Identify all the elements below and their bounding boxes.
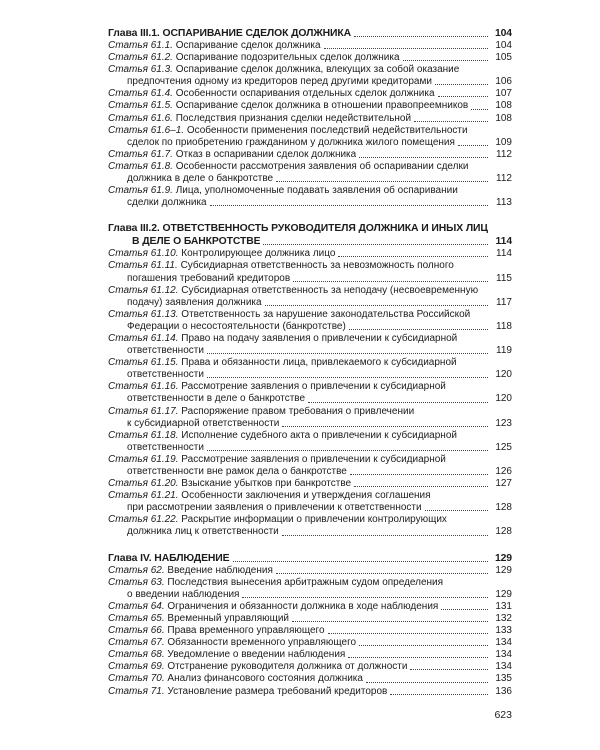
toc-entry-label bbox=[108, 454, 490, 478]
entry-title-line: к субсидиарной ответственности bbox=[127, 417, 280, 429]
toc-page-number: 128 bbox=[495, 502, 512, 514]
article-number: Статья 61.2. bbox=[108, 52, 173, 64]
toc-entry-label bbox=[108, 113, 490, 125]
toc-article-entry bbox=[108, 125, 512, 149]
toc-page-number: 112 bbox=[496, 148, 512, 160]
toc-page-number: 119 bbox=[496, 345, 512, 357]
article-number: Статья 61.16. bbox=[108, 381, 179, 393]
dot-leader bbox=[438, 88, 488, 97]
toc-entry-label bbox=[108, 52, 490, 64]
article-number: Статья 66. bbox=[108, 625, 165, 637]
toc-article-entry bbox=[108, 40, 512, 52]
entry-title-line: Раскрытие информации о привлечении контролирующих bbox=[181, 514, 447, 526]
entry-title-line: предпочтения одному из кредиторов перед другими кредиторами bbox=[127, 76, 432, 88]
entry-title-line: В ДЕЛЕ О БАНКРОТСТВЕ bbox=[132, 236, 261, 248]
toc-article-entry bbox=[108, 309, 512, 333]
entry-title-line: Особенности оспаривания отдельных сделок должника bbox=[175, 88, 435, 100]
toc-page-number: 126 bbox=[495, 466, 512, 477]
toc-article-entry bbox=[108, 64, 512, 88]
toc-entry-label bbox=[108, 125, 490, 149]
toc-article-entry bbox=[108, 52, 512, 64]
toc-article-entry bbox=[108, 406, 512, 430]
toc-page-number: 132 bbox=[495, 612, 512, 624]
toc-page-number: 131 bbox=[495, 600, 512, 612]
entry-title-line: Оспаривание сделок должника в отношении правопреемников bbox=[175, 100, 469, 112]
dot-leader bbox=[293, 273, 488, 282]
toc-article-entry bbox=[108, 430, 512, 454]
toc-entry-label bbox=[108, 601, 490, 613]
article-number: Статья 70. bbox=[108, 673, 165, 685]
entry-title-line: Взыскание убытков при банкротстве bbox=[181, 478, 352, 490]
dot-leader bbox=[403, 52, 488, 61]
toc-page-number: 128 bbox=[495, 526, 512, 538]
toc-page-number: 136 bbox=[495, 685, 512, 697]
toc-article-entry bbox=[108, 673, 512, 685]
dot-leader bbox=[441, 601, 488, 610]
dot-leader bbox=[282, 526, 488, 535]
toc-entry-label bbox=[108, 625, 490, 637]
toc-entry-label bbox=[108, 552, 490, 565]
entry-title-line: Оспаривание подозрительных сделок должника bbox=[175, 52, 400, 64]
toc-article-entry bbox=[108, 285, 512, 309]
toc-article-entry bbox=[108, 514, 512, 538]
toc-page-number: 129 bbox=[495, 564, 512, 576]
entry-title-line: подачу) заявления должника bbox=[127, 296, 262, 308]
entry-title-line: Глава IV. НАБЛЮДЕНИЕ bbox=[108, 552, 230, 564]
toc-entry-label bbox=[108, 490, 490, 514]
entry-title-line: Последствия вынесения арбитражным судом определения bbox=[167, 576, 444, 588]
dot-leader bbox=[324, 40, 488, 49]
entry-title-line: Лица, уполномоченные подавать заявления об оспаривании bbox=[175, 185, 458, 197]
toc-article-entry bbox=[108, 113, 512, 125]
toc-article-entry bbox=[108, 100, 512, 112]
article-number: Статья 61.7. bbox=[108, 148, 173, 160]
toc-entry-label bbox=[108, 565, 490, 577]
toc-article-entry bbox=[108, 357, 512, 381]
article-number: Статья 61.20. bbox=[108, 478, 179, 490]
entry-title-line: должника лиц к ответственности bbox=[127, 526, 279, 538]
toc-entry-label bbox=[108, 649, 490, 661]
toc-entry-label bbox=[108, 381, 490, 405]
dot-leader bbox=[242, 589, 488, 598]
toc-entry-label bbox=[108, 248, 490, 260]
toc-page-number: 129 bbox=[495, 588, 512, 600]
toc-entry-label bbox=[108, 64, 490, 88]
toc-article-entry bbox=[108, 613, 512, 625]
toc-article-entry bbox=[108, 601, 512, 613]
toc-entry-label bbox=[108, 357, 490, 381]
entry-title-line: Отстранение руководителя должника от должности bbox=[167, 661, 408, 673]
entry-title-line: Субсидиарная ответственность за невозможность полного bbox=[180, 260, 454, 272]
dot-leader bbox=[207, 442, 488, 451]
entry-title-line: должника в деле о банкротстве bbox=[127, 173, 274, 185]
toc-entry-label bbox=[108, 149, 490, 161]
toc-page-number: 134 bbox=[495, 637, 512, 649]
article-number: Статья 68. bbox=[108, 649, 165, 661]
entry-title-line: Права и обязанности лица, привлекаемого к субсидиарной bbox=[181, 357, 457, 369]
toc-entry-label bbox=[108, 686, 490, 698]
entry-title-line: Право на подачу заявления о привлечении к субсидиарной bbox=[181, 332, 458, 344]
dot-leader bbox=[276, 173, 488, 182]
toc-article-entry bbox=[108, 577, 512, 601]
dot-leader bbox=[458, 137, 488, 146]
dot-leader bbox=[471, 100, 488, 109]
entry-title-line: Особенности рассмотрения заявления об оспаривании сделки bbox=[175, 160, 469, 172]
toc-article-entry bbox=[108, 565, 512, 577]
dot-leader bbox=[425, 502, 488, 511]
dot-leader bbox=[338, 248, 488, 257]
article-number: Статья 62. bbox=[108, 564, 165, 576]
toc-entry-label bbox=[108, 161, 490, 185]
dot-leader bbox=[390, 686, 488, 695]
entry-title-line: о введении наблюдения bbox=[127, 588, 240, 600]
article-number: Статья 61.21. bbox=[108, 490, 179, 502]
toc-entry-label bbox=[108, 333, 490, 357]
entry-title-line: Ограничения и обязанности должника в ходе наблюдения bbox=[167, 600, 439, 612]
article-number: Статья 61.18. bbox=[108, 429, 179, 441]
toc-entry-label bbox=[108, 613, 490, 625]
entry-title-line: Контролирующее должника лицо bbox=[181, 248, 336, 260]
toc-article-entry bbox=[108, 490, 512, 514]
entry-title-line: ответственности bbox=[127, 441, 204, 453]
entry-title-line: Рассмотрение заявления о привлечении к субсидиарной bbox=[181, 381, 446, 393]
dot-leader bbox=[207, 369, 488, 378]
toc-page-number: 134 bbox=[495, 649, 512, 661]
toc-article-entry bbox=[108, 88, 512, 100]
toc-page-number: 109 bbox=[495, 136, 512, 148]
toc-entry-label bbox=[108, 577, 490, 601]
dot-leader bbox=[435, 76, 488, 85]
toc-chapter-entry bbox=[108, 27, 512, 40]
toc-article-entry bbox=[108, 248, 512, 260]
toc-page-number: 134 bbox=[495, 661, 512, 673]
toc-entry-label bbox=[108, 309, 490, 333]
entry-title-line: Оспаривание сделок должника bbox=[175, 40, 321, 51]
entry-title-line: Права временного управляющего bbox=[167, 625, 325, 637]
entry-title-line: Особенности применения последствий недействительности bbox=[186, 124, 468, 136]
entry-title-line: ответственности вне рамок дела о банкротстве bbox=[127, 466, 347, 477]
toc-article-entry bbox=[108, 637, 512, 649]
entry-title-line: сделки должника bbox=[127, 197, 207, 209]
toc-article-entry bbox=[108, 686, 512, 698]
toc-page-number: 133 bbox=[495, 625, 512, 637]
article-number: Статья 64. bbox=[108, 600, 165, 612]
toc-page-number: 105 bbox=[495, 52, 512, 64]
toc-entry-label bbox=[108, 185, 490, 209]
toc-entry-label bbox=[108, 222, 490, 248]
toc-page-number: 120 bbox=[495, 369, 512, 381]
entry-title-line: ответственности bbox=[127, 345, 204, 357]
toc-page-number: 127 bbox=[495, 478, 512, 490]
toc-page-number: 118 bbox=[496, 320, 512, 332]
entry-title-line: Оспаривание сделок должника, влекущих за собой оказание bbox=[175, 64, 460, 76]
entry-title-line: Субсидиарная ответственность за неподачу (несвоевременную bbox=[181, 284, 479, 296]
dot-leader bbox=[410, 661, 488, 670]
toc-article-entry bbox=[108, 161, 512, 185]
toc-article-entry bbox=[108, 478, 512, 490]
dot-leader bbox=[207, 345, 488, 354]
dot-leader bbox=[414, 113, 488, 122]
article-number: Статья 61.15. bbox=[108, 357, 179, 369]
article-number: Статья 61.9. bbox=[108, 185, 173, 197]
dot-leader bbox=[354, 27, 488, 37]
toc-entry-label bbox=[108, 100, 490, 112]
entry-title-line: Глава III.2. ОТВЕТСТВЕННОСТЬ РУКОВОДИТЕЛЯ ДОЛЖНИКА И ИНЫХ ЛИЦ bbox=[108, 223, 488, 235]
dot-leader bbox=[210, 197, 488, 206]
article-number: Статья 69. bbox=[108, 661, 165, 673]
toc-page-number: 135 bbox=[495, 673, 512, 685]
toc-article-entry bbox=[108, 149, 512, 161]
article-number: Статья 67. bbox=[108, 637, 165, 649]
dot-leader bbox=[308, 393, 488, 402]
article-number: Статья 61.6. bbox=[108, 112, 173, 124]
toc-entry-label bbox=[108, 478, 490, 490]
toc-page-number: 120 bbox=[495, 393, 512, 405]
toc-page-number: 106 bbox=[495, 76, 512, 88]
article-number: Статья 61.1. bbox=[108, 40, 173, 51]
entry-title-line: Распоряжение правом требования о привлечении bbox=[181, 405, 415, 417]
toc-page-number: 114 bbox=[496, 248, 512, 260]
article-number: Статья 61.19. bbox=[108, 453, 179, 465]
dot-leader bbox=[263, 235, 488, 245]
dot-leader bbox=[359, 637, 488, 646]
toc-page-number: 113 bbox=[496, 197, 512, 209]
page-number: 623 bbox=[494, 709, 512, 721]
entry-title-line: сделок по приобретению гражданином у должника жилого помещения bbox=[127, 136, 455, 148]
toc-entry-label bbox=[108, 40, 490, 52]
article-number: Статья 71. bbox=[108, 685, 165, 697]
dot-leader bbox=[366, 673, 488, 682]
toc-page-number: 108 bbox=[495, 100, 512, 112]
toc-page-number: 115 bbox=[496, 272, 512, 284]
article-number: Статья 65. bbox=[108, 612, 165, 624]
toc-page-number: 125 bbox=[495, 441, 512, 453]
entry-title-line: Отказ в оспаривании сделок должника bbox=[175, 148, 357, 160]
article-number: Статья 61.17. bbox=[108, 405, 179, 417]
entry-title-line: Введение наблюдения bbox=[167, 564, 273, 576]
toc-entry-label bbox=[108, 661, 490, 673]
toc-page-number: 104 bbox=[495, 40, 512, 51]
toc-page-number: 107 bbox=[495, 88, 512, 100]
dot-leader bbox=[350, 466, 488, 475]
entry-title-line: Установление размера требований кредиторов bbox=[167, 685, 388, 697]
dot-leader bbox=[348, 649, 488, 658]
article-number: Статья 61.6–1. bbox=[108, 124, 185, 136]
article-number: Статья 61.3. bbox=[108, 64, 173, 76]
toc-article-entry bbox=[108, 661, 512, 673]
toc-page-number: 129 bbox=[494, 552, 512, 564]
article-number: Статья 61.10. bbox=[108, 248, 179, 260]
entry-title-line: Последствия признания сделки недействительной bbox=[175, 112, 412, 124]
toc-page-number: 108 bbox=[495, 112, 512, 124]
article-number: Статья 61.5. bbox=[108, 100, 173, 112]
article-number: Статья 61.13. bbox=[108, 308, 179, 320]
entry-title-line: Временный управляющий bbox=[167, 612, 290, 624]
toc-article-entry bbox=[108, 381, 512, 405]
toc-entry-label bbox=[108, 637, 490, 649]
entry-title-line: Ответственность за нарушение законодательства Российской bbox=[181, 308, 471, 320]
entry-title-line: погашения требований кредиторов bbox=[127, 272, 291, 284]
toc-entry-label bbox=[108, 673, 490, 685]
toc-entry-label bbox=[108, 285, 490, 309]
toc-page-number: 123 bbox=[495, 417, 512, 429]
article-number: Статья 63. bbox=[108, 576, 165, 588]
table-of-contents bbox=[108, 27, 512, 698]
toc-article-entry bbox=[108, 649, 512, 661]
toc-entry-label bbox=[108, 514, 490, 538]
dot-leader bbox=[328, 625, 488, 634]
entry-title-line: ответственности bbox=[127, 369, 204, 381]
toc-article-entry bbox=[108, 185, 512, 209]
entry-title-line: Федерации о несостоятельности (банкротстве) bbox=[127, 320, 346, 332]
dot-leader bbox=[292, 613, 488, 622]
toc-entry-label bbox=[108, 430, 490, 454]
dot-leader bbox=[276, 565, 488, 574]
entry-title-line: Исполнение судебного акта о привлечении к субсидиарной bbox=[181, 429, 457, 441]
dot-leader bbox=[282, 418, 488, 427]
entry-title-line: Анализ финансового состояния должника bbox=[167, 673, 363, 685]
toc-entry-label bbox=[108, 27, 490, 40]
toc-page-number: 114 bbox=[495, 236, 512, 248]
article-number: Статья 61.4. bbox=[108, 88, 173, 100]
entry-title-line: Обязанности временного управляющего bbox=[167, 637, 357, 649]
dot-leader bbox=[359, 149, 488, 158]
entry-title-line: Глава III.1. ОСПАРИВАНИЕ СДЕЛОК ДОЛЖНИКА bbox=[108, 28, 352, 39]
toc-entry-label bbox=[108, 260, 490, 284]
article-number: Статья 61.8. bbox=[108, 160, 173, 172]
dot-leader bbox=[349, 321, 488, 330]
article-number: Статья 61.22. bbox=[108, 514, 179, 526]
toc-page-number: 104 bbox=[494, 28, 512, 39]
toc-article-entry bbox=[108, 333, 512, 357]
toc-article-entry bbox=[108, 260, 512, 284]
entry-title-line: Уведомление о введении наблюдения bbox=[167, 649, 346, 661]
toc-page-number: 112 bbox=[496, 173, 512, 185]
entry-title-line: при рассмотрении заявления о привлечении к ответственности bbox=[127, 502, 422, 514]
dot-leader bbox=[354, 478, 488, 487]
toc-article-entry bbox=[108, 625, 512, 637]
toc-page-number: 117 bbox=[496, 296, 512, 308]
dot-leader bbox=[265, 297, 488, 306]
toc-chapter-entry bbox=[108, 222, 512, 248]
toc-entry-label bbox=[108, 88, 490, 100]
toc-entry-label bbox=[108, 406, 490, 430]
entry-title-line: Особенности заключения и утверждения соглашения bbox=[181, 490, 431, 502]
entry-title-line: ответственности в деле о банкротстве bbox=[127, 393, 306, 405]
toc-chapter-entry bbox=[108, 552, 512, 565]
dot-leader bbox=[233, 552, 488, 562]
article-number: Статья 61.14. bbox=[108, 332, 179, 344]
toc-article-entry bbox=[108, 454, 512, 478]
entry-title-line: Рассмотрение заявления о привлечении к субсидиарной bbox=[181, 453, 446, 465]
article-number: Статья 61.12. bbox=[108, 284, 179, 296]
article-number: Статья 61.11. bbox=[108, 260, 178, 272]
